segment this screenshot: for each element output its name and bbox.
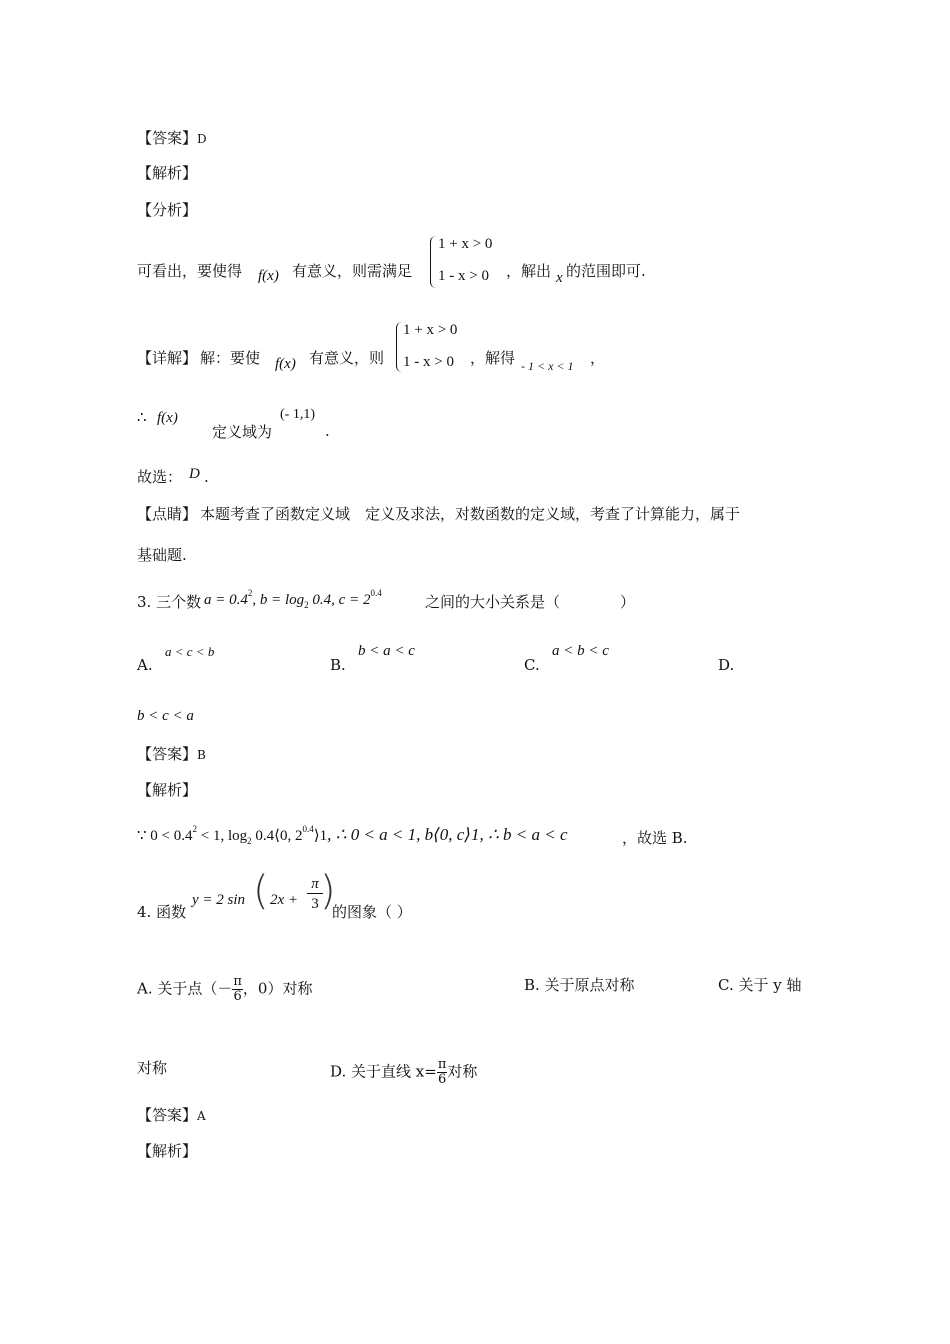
- dianjing-tag: 【点睛】: [137, 505, 198, 523]
- q4-optD-text-2: 对称: [447, 1062, 478, 1081]
- q4-stem-2: 的图象（ ）: [332, 903, 412, 921]
- q3-optA: a < c < b: [165, 644, 215, 659]
- q3-solution-tail: ，故选 B.: [622, 829, 688, 847]
- answer-value-4: A: [197, 1109, 206, 1123]
- q3-exp-c: 0.4: [370, 588, 382, 598]
- q3-optA-label: A.: [137, 656, 153, 674]
- answer-tag: 【答案】: [137, 129, 198, 147]
- sol3-e1: 2: [192, 824, 198, 834]
- answer-value-3: B: [197, 748, 206, 762]
- fenxi-tag: 【分析】: [137, 201, 198, 219]
- q3-stem-2: 之间的大小关系是（ ）: [425, 593, 636, 611]
- q3-expr: [204, 583, 382, 615]
- analysis-tag: 【解析】: [137, 164, 198, 182]
- q4-stem-1: 4. 函数: [137, 903, 187, 921]
- xiangjie-text-4: ，: [590, 349, 606, 367]
- therefore-symbol: ∴: [137, 410, 147, 426]
- fenxi-x: x: [556, 270, 563, 286]
- answer-line-1: [137, 128, 207, 149]
- q3-optB: b < a < c: [358, 643, 415, 659]
- q4-optB: B. 关于原点对称: [524, 976, 635, 994]
- q3-optC: a < b < c: [552, 643, 609, 659]
- therefore-fx: f(x): [157, 410, 178, 426]
- fenxi-text-2: 有意义，则需满足: [292, 262, 413, 280]
- dianjing-line-2: 基础题.: [137, 546, 187, 564]
- q3-base-b: 2: [304, 600, 309, 610]
- q4-optD-frac: [437, 1058, 448, 1087]
- xiangjie-text-3: ，解得: [470, 349, 516, 367]
- q4-optA-den: 6: [233, 989, 242, 1004]
- xiangjie-text-1: 解：要使: [200, 349, 261, 367]
- q4-optA-text-2: ，0）对称: [242, 979, 313, 998]
- dianjing-line-1: 本题考查了函数定义域 定义及求法，对数函数的定义域，考查了计算能力，属于: [200, 505, 741, 523]
- q4-optA: [137, 975, 312, 1004]
- q3-expr-b2: 0.4, c = 2: [308, 592, 371, 608]
- because-symbol: ∵: [137, 828, 147, 844]
- system-brace-2: [396, 322, 402, 372]
- sol3-part2: < 1, log: [197, 828, 248, 844]
- q3-solution: [137, 819, 568, 851]
- fenxi-sys-2: 1 - x > 0: [438, 268, 489, 284]
- answer-tag-4: 【答案】: [137, 1106, 198, 1124]
- q4-optC-cont: 对称: [137, 1059, 168, 1077]
- xiangjie-sys-2: 1 - x > 0: [403, 354, 454, 370]
- therefore-interval: (- 1,1): [280, 407, 315, 422]
- q3-exp-a: 2: [247, 588, 253, 598]
- q4-optA-num: π: [233, 974, 242, 989]
- system-brace-1: [430, 236, 436, 288]
- q4-frac-num: π: [307, 876, 323, 894]
- therefore-dot: .: [325, 422, 330, 440]
- q3-stem-1: 3. 三个数: [137, 593, 202, 611]
- sol3-e2: 0.4: [302, 824, 314, 834]
- analysis-tag-3: 【解析】: [137, 781, 198, 799]
- q4-optD-den: 6: [437, 1072, 447, 1087]
- choose-text: 故选：: [137, 468, 183, 486]
- sol3-b1: 2: [247, 836, 252, 846]
- q4-expr: y = 2 sin: [192, 892, 246, 908]
- q4-inner: 2x +: [270, 892, 299, 908]
- q3-optC-label: C.: [524, 656, 540, 674]
- q4-optD-text: D. 关于直线 x=: [330, 1062, 437, 1081]
- sol3-part3: 0.4⟨0, 2: [251, 828, 303, 844]
- q4-optA-frac: [232, 975, 243, 1004]
- choose-dot: .: [204, 468, 209, 486]
- q4-optC: C. 关于 y 轴: [718, 976, 802, 994]
- q4-optD-num: π: [437, 1057, 447, 1072]
- choose-value: D: [189, 466, 200, 482]
- answer-line-3: [137, 744, 206, 765]
- fenxi-text-3: ，解出: [506, 262, 552, 280]
- fenxi-fx: f(x): [258, 268, 279, 284]
- q3-expr-b: , b = log: [252, 592, 305, 608]
- q4-optD: [330, 1058, 477, 1087]
- q3-optD: b < c < a: [137, 708, 194, 724]
- fenxi-sys-1: 1 + x > 0: [438, 236, 493, 252]
- analysis-tag-4: 【解析】: [137, 1142, 198, 1160]
- q4-left-paren: (: [253, 868, 269, 914]
- q3-expr-a: a = 0.4: [204, 592, 248, 608]
- xiangjie-sys-1: 1 + x > 0: [403, 322, 458, 338]
- xiangjie-fx: f(x): [275, 356, 296, 372]
- answer-line-4: [137, 1105, 206, 1126]
- therefore-text: 定义域为: [212, 423, 273, 441]
- xiangjie-range: - 1 < x < 1: [521, 359, 574, 373]
- q4-optA-text: A. 关于点（－: [137, 979, 233, 998]
- q3-optD-label: D.: [718, 656, 735, 674]
- answer-tag-3: 【答案】: [137, 745, 198, 763]
- q4-right-paren: ): [320, 868, 336, 914]
- fenxi-text-4: 的范围即可.: [566, 262, 646, 280]
- sol3-part5: , ∴ 0 < a < 1, b⟨0, c⟩1, ∴ b < a < c: [327, 825, 568, 844]
- q3-optB-label: B.: [330, 656, 346, 674]
- xiangjie-tag: 【详解】: [137, 349, 198, 367]
- sol3-part4: ⟩1: [313, 828, 328, 844]
- answer-value: D: [197, 132, 207, 146]
- fenxi-text-1: 可看出，要使得: [137, 262, 243, 280]
- q4-frac-den: 3: [311, 896, 319, 912]
- xiangjie-text-2: 有意义，则: [309, 349, 385, 367]
- sol3-part1: 0 < 0.4: [146, 828, 193, 844]
